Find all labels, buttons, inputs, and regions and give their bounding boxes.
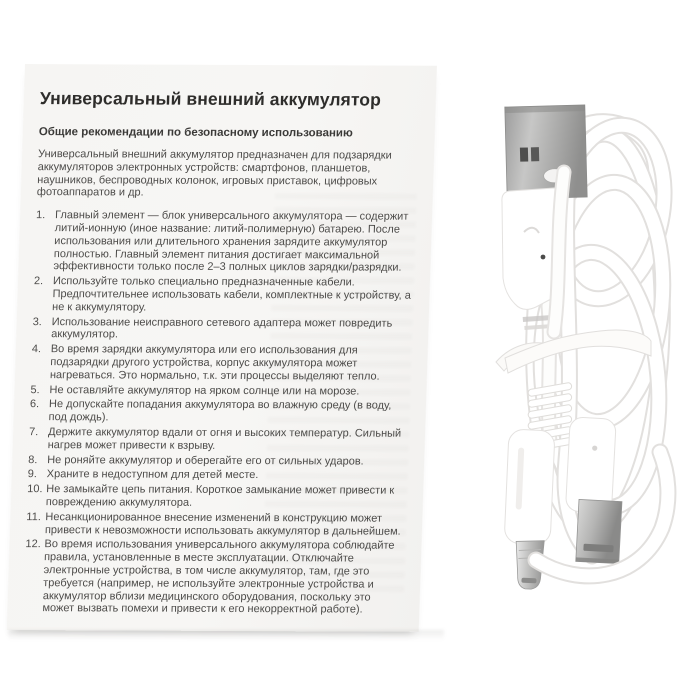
- list-item-number: 12.: [25, 538, 41, 551]
- list-item: [32, 316, 415, 343]
- list-item-text: Использование неисправного сетевого адаптера может повредить аккумулятор.: [51, 315, 393, 341]
- list-item: [34, 209, 418, 275]
- safety-rules-list: [23, 209, 418, 617]
- list-item-text: Не роняйте аккумулятор и оберегайте его от сильных ударов.: [47, 453, 364, 468]
- usb-a-contact-slot: [520, 147, 528, 161]
- list-item: [23, 538, 407, 616]
- list-item: [29, 398, 412, 425]
- usb-a-contact-slot: [531, 147, 539, 161]
- list-item-text: Используйте только специально предназначенные кабели. Предпочтительнее использовать кабели, комплектные к устройству, а не к аккумулятору.: [51, 275, 411, 314]
- page-title: Универсальный внешний аккумулятор: [39, 88, 382, 110]
- section-heading: Общие рекомендации по безопасному использованию: [38, 126, 353, 140]
- usb-a-metal-shell: [505, 105, 587, 199]
- list-item: [26, 511, 409, 538]
- micro-usb-opening: [521, 578, 536, 584]
- list-item: [28, 426, 411, 453]
- list-item-number: 10.: [27, 483, 43, 496]
- list-item-text: Не оставляйте аккумулятор на ярком солнце или на морозе.: [49, 383, 360, 398]
- list-item-text: Во время использования универсального аккумулятора соблюдайте правила, установленные в месте эксплуатации. Отключайте электронные устройства, в том числе аккумулятор, там, где это требуется (например, не используйте электронные устройства и аккумулятор вблизи медицинского оборудования, поскольку это может вызвать помехи и привести к его некорректной работе).: [42, 538, 395, 616]
- list-item: [27, 483, 410, 510]
- list-item-number: 1.: [35, 209, 46, 222]
- list-item-text: Храните в недоступном для детей месте.: [46, 468, 259, 482]
- list-item: [28, 468, 410, 482]
- list-item-text: Держите аккумулятор вдали от огня и высоких температур. Сильный нагрев может привести к взрыву.: [47, 426, 402, 452]
- list-item-number: 8.: [28, 453, 38, 466]
- list-item-text: Несанкционированное внесение изменений в конструкцию может привести к невозможности использовать аккумулятор в дальнейшем.: [44, 510, 401, 538]
- list-item-number: 2.: [33, 275, 44, 288]
- list-item: [30, 384, 412, 398]
- instruction-sheet: [7, 64, 437, 632]
- list-item-number: 9.: [27, 468, 38, 481]
- list-item-text: Не допускайте попадания аккумулятора во влажную среду (в воду, под дождь).: [48, 398, 392, 424]
- usb-a-metal-shell: [576, 499, 622, 563]
- list-item-text: Главный элемент — блок универсального аккумулятора — содержит литий-ионную (иное название: литий-полимерную) батарею. После использования или длительного хранения зарядите аккумулятор полностью. Главный элемент питания достигает максимальной эффективности только после 2–3 полных циклов зарядки/разрядки.: [53, 209, 409, 275]
- list-item-number: 7.: [28, 426, 39, 439]
- list-item: [28, 454, 410, 468]
- paper-shadow: [8, 630, 444, 640]
- plug-body: [565, 417, 616, 513]
- list-item-number: 11.: [26, 510, 42, 523]
- list-item-number: 6.: [29, 398, 40, 411]
- list-item: [31, 343, 414, 383]
- led-indicator-dot: [541, 255, 546, 260]
- list-item-number: 3.: [32, 315, 43, 328]
- list-item-number: 4.: [31, 343, 42, 356]
- list-item-number: 5.: [30, 383, 40, 396]
- list-item-text: Не замыкайте цепь питания. Короткое замыкание может привести к повреждению аккумулятора.: [45, 483, 395, 509]
- list-item: [33, 275, 416, 315]
- list-item-text: Во время зарядки аккумулятора или его использования для подзарядки другого устройства, корпус аккумулятора может нагреваться. Это нормально, т.к. эти процессы выделяют тепло.: [49, 343, 380, 383]
- intro-paragraph: Универсальный внешний аккумулятор предназначен для подзарядки аккумуляторов электронных устройств: смартфонов, планшетов, наушников, беспроводных колонок, игровых приставок, цифровых фотоаппаратов и др.: [36, 148, 392, 199]
- plug-body: [504, 429, 555, 545]
- usb-cable-photo: [440, 80, 700, 640]
